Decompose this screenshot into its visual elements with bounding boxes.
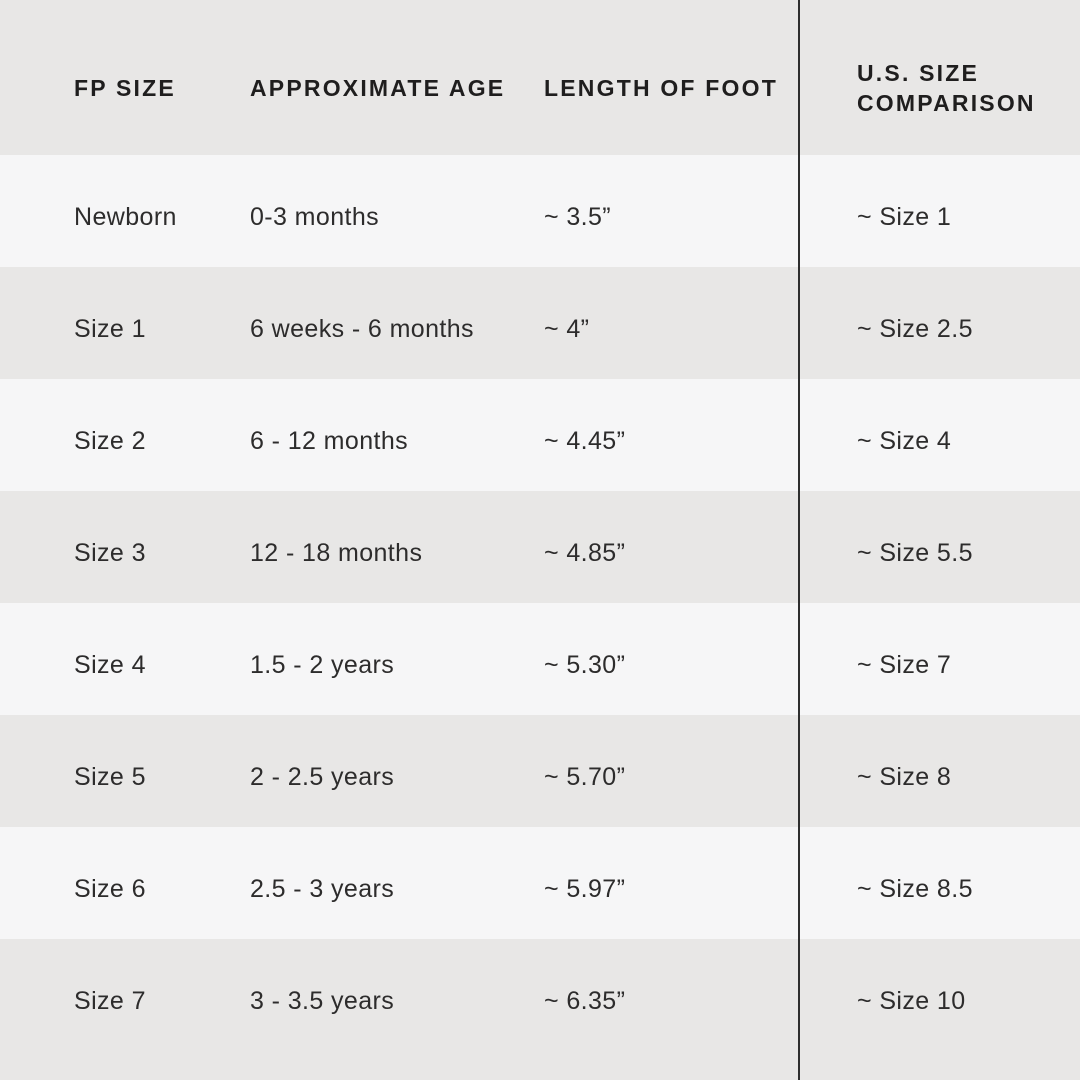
- cell-us-size: ~ Size 8: [857, 762, 952, 791]
- cell-approximate-age: 6 weeks - 6 months: [250, 314, 474, 343]
- column-divider-line: [798, 0, 800, 1080]
- cell-length-of-foot: ~ 3.5”: [544, 202, 612, 231]
- cell-approximate-age: 0-3 months: [250, 202, 380, 231]
- table-row-size-6: [0, 827, 1080, 939]
- cell-approximate-age: 12 - 18 months: [250, 538, 423, 567]
- table-row-size-2: [0, 379, 1080, 491]
- cell-us-size: ~ Size 5.5: [857, 538, 973, 567]
- column-header-length-of-foot: LENGTH OF FOOT: [544, 74, 778, 101]
- table-row-size-5: [0, 715, 1080, 827]
- header-row: [0, 0, 1080, 155]
- cell-fp-size: Newborn: [74, 202, 177, 231]
- cell-fp-size: Size 6: [74, 874, 146, 903]
- column-header-fp-size: FP SIZE: [74, 74, 176, 101]
- us-size-header-line1: U.S. SIZE: [857, 60, 980, 86]
- cell-us-size: ~ Size 7: [857, 650, 952, 679]
- cell-us-size: ~ Size 8.5: [857, 874, 973, 903]
- cell-length-of-foot: ~ 5.70”: [544, 762, 626, 791]
- cell-length-of-foot: ~ 4.85”: [544, 538, 626, 567]
- table-row-size-7: [0, 939, 1080, 1051]
- table-row-size-4: [0, 603, 1080, 715]
- table-row-newborn: [0, 155, 1080, 267]
- cell-fp-size: Size 5: [74, 762, 146, 791]
- cell-approximate-age: 6 - 12 months: [250, 426, 409, 455]
- cell-us-size: ~ Size 10: [857, 986, 966, 1015]
- cell-fp-size: Size 7: [74, 986, 146, 1015]
- cell-approximate-age: 2 - 2.5 years: [250, 762, 395, 791]
- cell-us-size: ~ Size 2.5: [857, 314, 973, 343]
- cell-length-of-foot: ~ 6.35”: [544, 986, 626, 1015]
- cell-fp-size: Size 1: [74, 314, 146, 343]
- cell-length-of-foot: ~ 4.45”: [544, 426, 626, 455]
- table-row-size-1: [0, 267, 1080, 379]
- column-header-approximate-age: APPROXIMATE AGE: [250, 74, 506, 101]
- cell-length-of-foot: ~ 5.97”: [544, 874, 626, 903]
- table-row-size-3: [0, 491, 1080, 603]
- cell-us-size: ~ Size 1: [857, 202, 952, 231]
- cell-length-of-foot: ~ 4”: [544, 314, 590, 343]
- cell-approximate-age: 3 - 3.5 years: [250, 986, 395, 1015]
- cell-approximate-age: 1.5 - 2 years: [250, 650, 395, 679]
- cell-length-of-foot: ~ 5.30”: [544, 650, 626, 679]
- cell-approximate-age: 2.5 - 3 years: [250, 874, 395, 903]
- column-header-us-size-comparison: [800, 58, 1080, 118]
- cell-us-size: ~ Size 4: [857, 426, 952, 455]
- us-size-header-line2: COMPARISON: [857, 90, 1036, 116]
- bottom-filler-strip: [0, 1051, 1080, 1080]
- cell-fp-size: Size 4: [74, 650, 146, 679]
- cell-fp-size: Size 2: [74, 426, 146, 455]
- cell-fp-size: Size 3: [74, 538, 146, 567]
